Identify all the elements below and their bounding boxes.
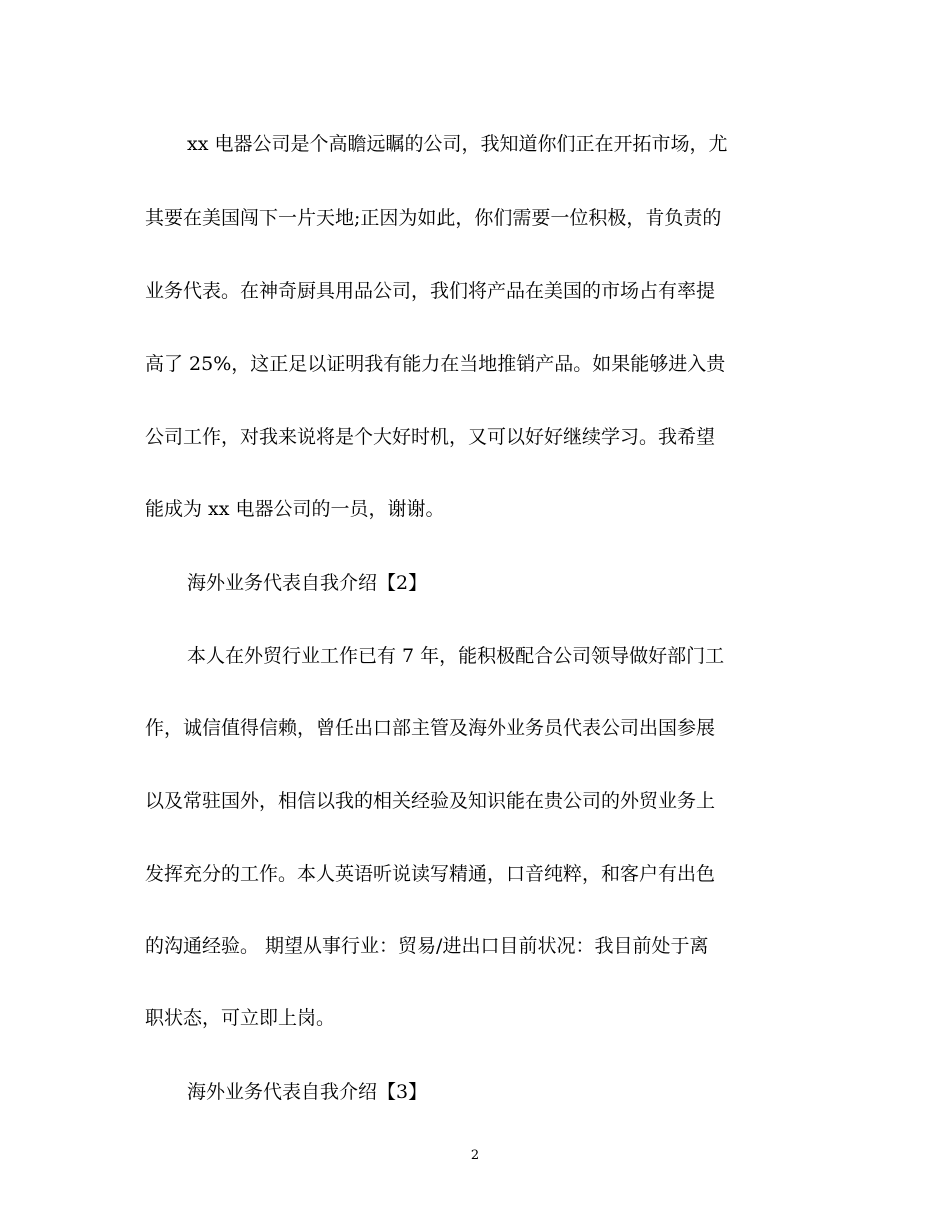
paragraph-2-line-3: 以及常驻国外，相信以我的相关经验及知识能在贵公司的外贸业务上 xyxy=(145,790,716,812)
section-heading-2: 海外业务代表自我介绍【2】 xyxy=(187,572,428,594)
page-number: 2 xyxy=(470,1148,480,1163)
paragraph-2-line-1: 本人在外贸行业工作已有 7 年，能积极配合公司领导做好部门工 xyxy=(187,645,725,667)
paragraph-2-line-5: 的沟通经验。 期望从事行业：贸易/进出口目前状况：我目前处于离 xyxy=(145,935,709,957)
paragraph-2-line-6: 职状态，可立即上岗。 xyxy=(145,1007,336,1029)
paragraph-1-line-3: 业务代表。在神奇厨具用品公司，我们将产品在美国的市场占有率提 xyxy=(145,280,716,302)
paragraph-1-line-4: 高了 25%，这正足以证明我有能力在当地推销产品。如果能够进入贵 xyxy=(145,353,726,375)
paragraph-1-line-1: xx 电器公司是个高瞻远瞩的公司，我知道你们正在开拓市场，尤 xyxy=(187,133,728,155)
paragraph-2-line-2: 作，诚信值得信赖，曾任出口部主管及海外业务员代表公司出国参展 xyxy=(145,717,716,739)
paragraph-1-line-6: 能成为 xx 电器公司的一员，谢谢。 xyxy=(145,498,445,520)
paragraph-1-line-5: 公司工作，对我来说将是个大好时机，又可以好好继续学习。我希望 xyxy=(145,426,716,448)
section-heading-3: 海外业务代表自我介绍【3】 xyxy=(187,1081,428,1103)
paragraph-2-line-4: 发挥充分的工作。本人英语听说读写精通，口音纯粹，和客户有出色 xyxy=(145,863,716,885)
paragraph-1-line-2: 其要在美国闯下一片天地;正因为如此，你们需要一位积极，肯负责的 xyxy=(145,207,722,229)
